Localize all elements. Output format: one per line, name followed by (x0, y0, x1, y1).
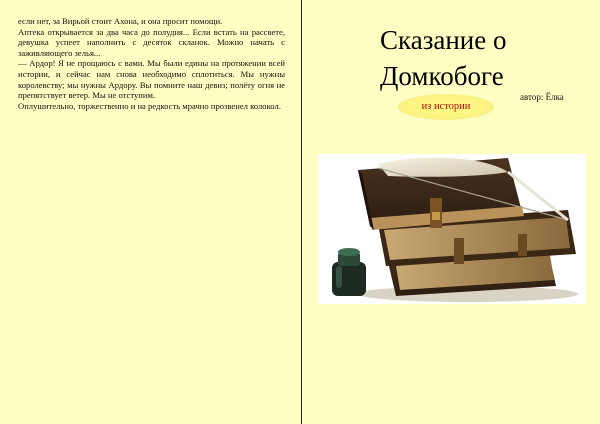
category-badge: из истории (398, 94, 494, 120)
book-title-line-2: Домкобоге (380, 61, 504, 91)
story-text (18, 16, 285, 111)
book-title (380, 22, 580, 94)
author-label: автор: Ёлка (520, 92, 564, 102)
paragraph-3: — Ардор! Я не прощаюсь с вами. Мы были едины на протяжении всей истории, и сейчас нам снова необходимо сплотиться. Мы нужны королевству; мы нужны Ардору. Вы помните наш девиз; полёту огня не препятствует ветер. Мы не отступим. (18, 58, 285, 101)
paragraph-2: Аптека открывается за два часа до полудня... Если встать на рассвете, девушка успеет наполнить с десяток скланок. Можно начать с заживляющего зелья... (18, 26, 285, 58)
old-books-quill-inkwell-icon (318, 154, 586, 304)
paragraph-4: Оплушительно, торжественно и на редкость мрачно прозвенел колокол. (18, 100, 281, 111)
paragraph-1: если нет, за Вирьой стоит Ахона, и она просит помощи. (18, 16, 223, 26)
book-title-line-1: Сказание о (380, 25, 507, 55)
